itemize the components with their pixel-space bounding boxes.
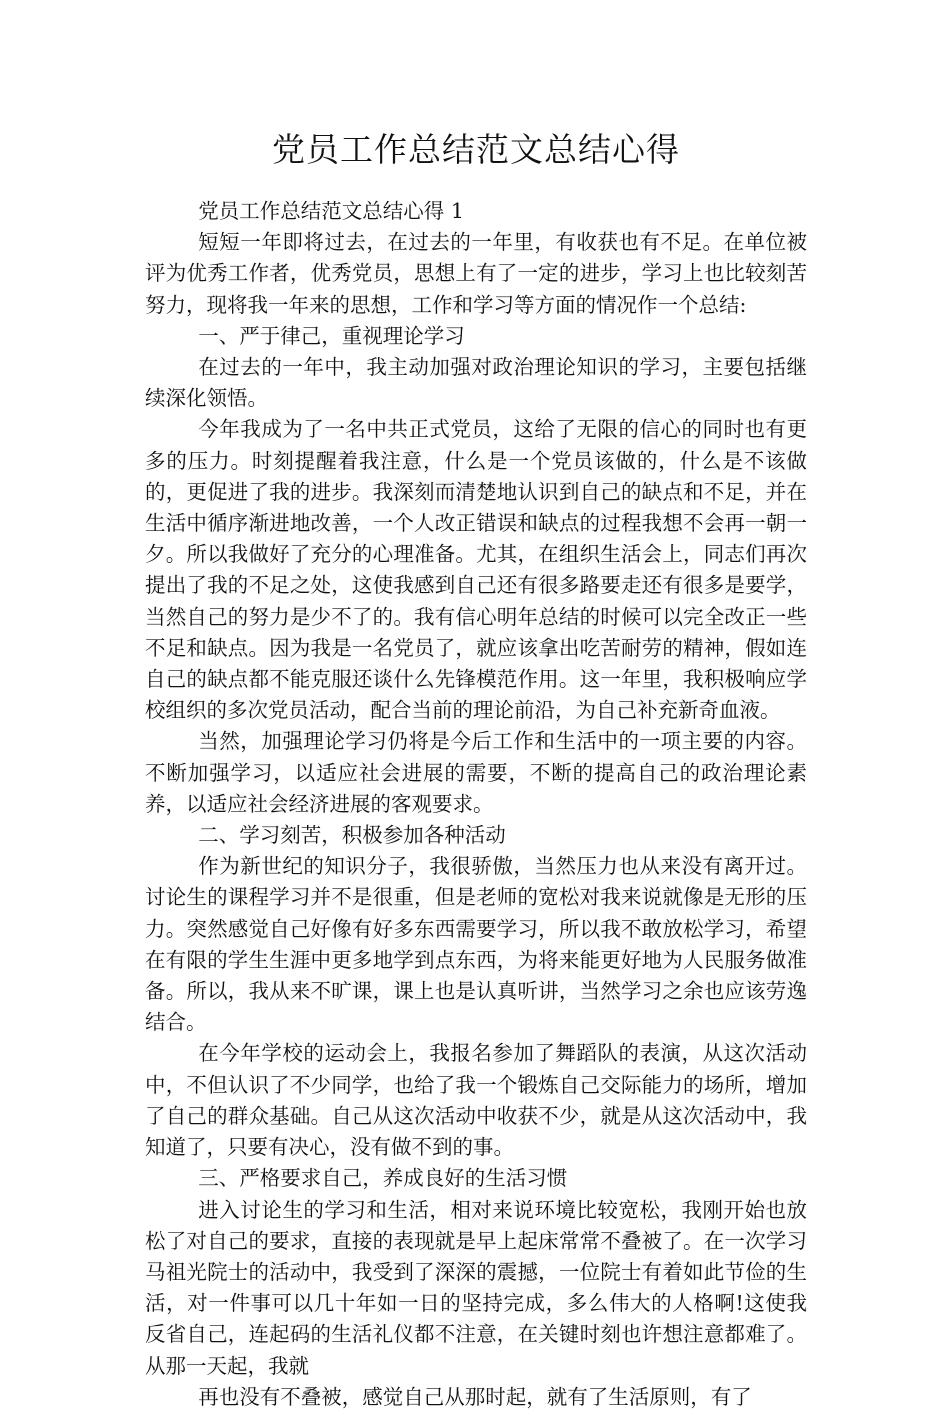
document-body <box>145 196 807 1413</box>
body-paragraph: 再也没有不叠被，感觉自己从那时起，就有了生活原则，有了 <box>198 1384 752 1409</box>
body-paragraph: 作为新世纪的知识分子，我很骄傲，当然压力也从来没有离开过。讨论生的课程学习并不是很重，但是老师的宽松对我来说就像是无形的压力。突然感觉自己好像有好多东西需要学习，所以我不敢放松学习，希望在有限的学生生涯中更多地学到点东西，为将来能更好地为人民服务做准备。所以，我从来不旷课，课上也是认真听讲，当然学习之余也应该劳逸结合。 <box>145 854 807 1035</box>
section-heading: 三、严格要求自己，养成良好的生活习惯 <box>198 1166 568 1191</box>
section-heading: 党员工作总结范文总结心得 1 <box>198 199 464 223</box>
section-heading: 二、学习刻苦，积极参加各种活动 <box>198 823 506 848</box>
body-paragraph: 在过去的一年中，我主动加强对政治理论知识的学习，主要包括继续深化领悟。 <box>145 355 807 411</box>
body-paragraph: 在今年学校的运动会上，我报名参加了舞蹈队的表演，从这次活动中，不但认识了不少同学，也给了我一个锻炼自己交际能力的场所，增加了自己的群众基础。自己从这次活动中收获不少，就是从这次活动中，我知道了，只要有决心，没有做不到的事。 <box>145 1041 807 1160</box>
section-heading: 一、严于律己，重视理论学习 <box>198 323 465 348</box>
document-title: 党员工作总结范文总结心得 <box>272 130 680 169</box>
body-paragraph: 今年我成为了一名中共正式党员，这给了无限的信心的同时也有更多的压力。时刻提醒着我注意，什么是一个党员该做的，什么是不该做的，更促进了我的进步。我深刻而清楚地认识到自己的缺点和不足，并在生活中循序渐进地改善，一个人改正错误和缺点的过程我想不会再一朝一夕。所以我做好了充分的心理准备。尤其，在组织生活会上，同志们再次提出了我的不足之处，这使我感到自己还有很多路要走还有很多是要学，当然自己的努力是少不了的。我有信心明年总结的时候可以完全改正一些不足和缺点。因为我是一名党员了，就应该拿出吃苦耐劳的精神，假如连自己的缺点都不能克服还谈什么先锋模范作用。这一年里，我积极响应学校组织的多次党员活动，配合当前的理论前沿，为自己补充新奇血液。 <box>145 417 807 723</box>
body-paragraph: 当然，加强理论学习仍将是今后工作和生活中的一项主要的内容。不断加强学习，以适应社会进展的需要，不断的提高自己的政治理论素养，以适应社会经济进展的客观要求。 <box>145 729 807 816</box>
body-paragraph: 短短一年即将过去，在过去的一年里，有收获也有不足。在单位被评为优秀工作者，优秀党员，思想上有了一定的进步，学习上也比较刻苦努力，现将我一年来的思想，工作和学习等方面的情况作一个总结: <box>145 230 807 317</box>
body-paragraph: 进入讨论生的学习和生活，相对来说环境比较宽松，我刚开始也放松了对自己的要求，直接的表现就是早上起床常常不叠被了。在一次学习马祖光院士的活动中，我受到了深深的震撼，一位院士有着如此节俭的生活，对一件事可以几十年如一日的坚持完成，多么伟大的人格啊!这使我反省自己，连起码的生活礼仪都不注意，在关键时刻也许想注意都难了。从那一天起，我就 <box>145 1197 807 1378</box>
